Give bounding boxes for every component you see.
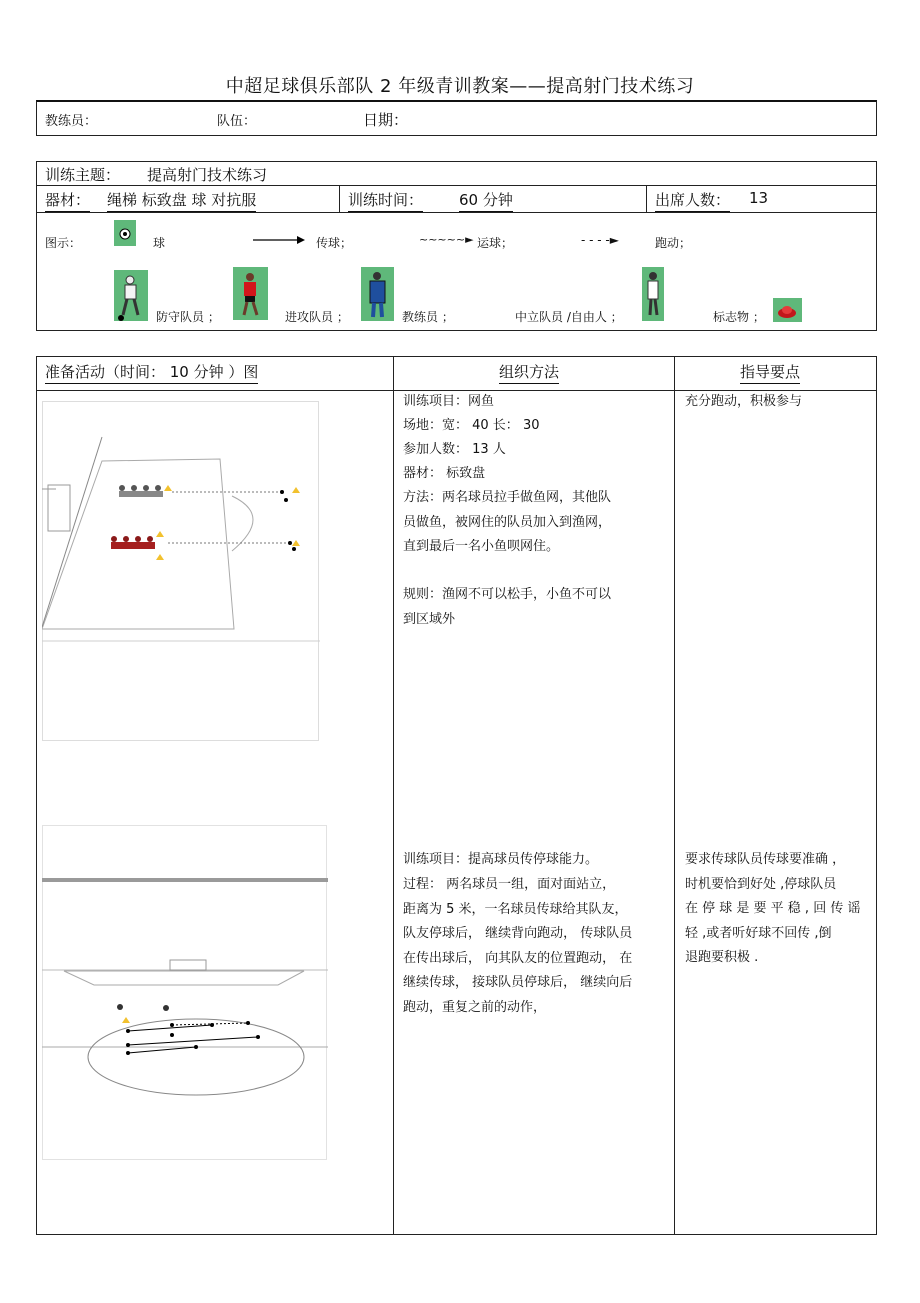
equipment-value: 绳梯 标致盘 球 对抗服 <box>107 189 256 212</box>
col3-header: 指导要点 <box>740 361 800 384</box>
legend-marker: 标志物 ； <box>713 310 765 324</box>
col1-header: 准备活动（时间： 10 分钟 ）图 <box>45 361 258 384</box>
topic-label: 训练主题： <box>45 166 121 184</box>
dribble-arrow-icon: ~~~~~► <box>419 233 474 246</box>
drill1-diagram <box>42 401 320 741</box>
attendance-value: 13 <box>749 189 769 207</box>
drill1-equipment: 器材： 标致盘 <box>403 466 486 481</box>
drill1-players: 参加人数： 13 人 <box>403 442 506 457</box>
time-label: 训练时间： <box>348 189 423 212</box>
legend-defender: 防守队员 ； <box>156 310 220 324</box>
coach-icon <box>361 267 394 321</box>
legend-coach: 教练员 ； <box>402 310 454 324</box>
attacker-icon <box>233 267 268 320</box>
time-value: 60 分钟 <box>459 189 513 212</box>
col2-header: 组织方法 <box>499 361 559 384</box>
team-label: 队伍： <box>217 114 257 129</box>
run-arrow-icon: - - - -► <box>581 233 619 247</box>
pass-arrow-icon <box>253 235 305 245</box>
legend-attacker: 进攻队员 ； <box>285 310 349 324</box>
header-box <box>36 100 877 136</box>
neutral-player-icon <box>642 267 664 321</box>
drill1-rules: 规则：渔网不可以松手，小鱼不可以 到区域外 <box>403 587 612 627</box>
equipment-label: 器材： <box>45 189 90 212</box>
drill1-method: 方法：两名球员拉手做鱼网，其他队 员做鱼，被网住的队员加入到渔网， 直到最后一名小鱼呗网住。 <box>403 490 612 554</box>
drill2-guide: 要求传球队员传球要准确 ， 时机要恰到好处 ,停球队员 在 停 球 是 要 平 稳 , 回 传 谣 轻 ,或者听好球不回传 ,倒 退跑要积极 . <box>685 852 861 965</box>
info-box <box>36 161 877 331</box>
topic-value: 提高射门技术练习 <box>147 166 268 184</box>
legend-ball: 球 <box>153 236 166 250</box>
date-label: 日期： <box>363 111 409 129</box>
drill2-item: 训练项目：提高球员传停球能力。 <box>403 852 599 867</box>
attendance-label: 出席人数： <box>655 189 730 212</box>
defender-icon <box>114 270 148 321</box>
ball-icon <box>114 220 136 246</box>
drill2-process: 过程： 两名球员一组，面对面站立， 距离为 5 米，一名球员传球给其队友， 队友停球后， 继续背向跑动， 传球队员 在传出球后， 向其队友的位置跑动， 在 继续传球， 接球队员停球后， 继续向后 跑动，重复之前的动作， <box>403 877 633 1015</box>
legend-label: 图示： <box>45 236 82 250</box>
legend-dribble: 运球； <box>477 236 514 250</box>
drill1-guide: 充分跑动，积极参与 <box>685 394 803 409</box>
page-title: 中超足球俱乐部队 2 年级青训教案——提高射门技术练习 <box>225 76 695 97</box>
legend-run: 跑动； <box>655 236 692 250</box>
coach-label: 教练员： <box>45 114 98 129</box>
legend-pass: 传球； <box>316 236 353 250</box>
legend-neutral: 中立队员 /自由人 ； <box>515 310 623 324</box>
marker-cone-icon <box>773 298 802 322</box>
drill1-field: 场地：宽： 40 长： 30 <box>403 418 540 433</box>
drill1-item: 训练项目：网鱼 <box>403 394 495 409</box>
drill2-diagram <box>42 825 328 1160</box>
